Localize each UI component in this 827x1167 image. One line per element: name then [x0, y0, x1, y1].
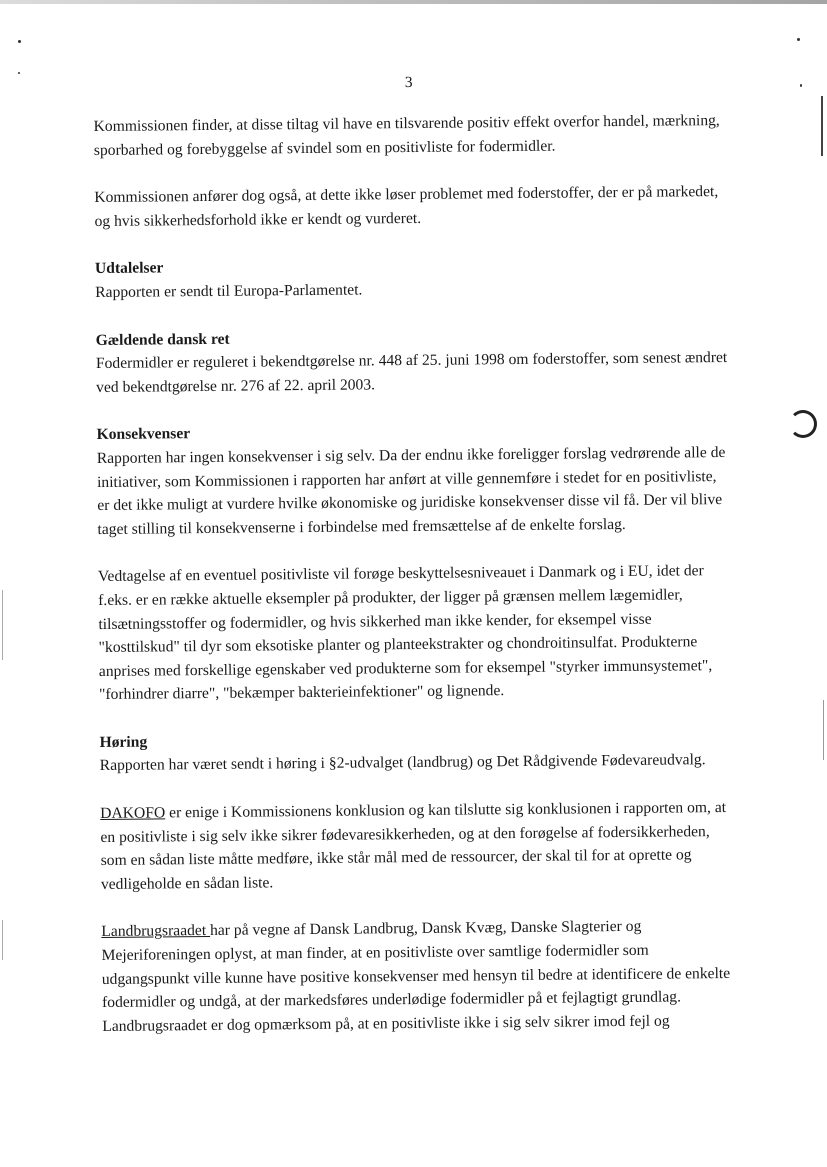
paragraph-dakofo [100, 796, 733, 896]
paragraph: Fodermidler er reguleret i bekendtgørelse nr. 448 af 25. juni 1998 om foderstoffer, som senest ændret ved bekendtgørelse nr. 276 af 22. april 2003. [95, 349, 728, 396]
section-heading-konsekvenser: Konsekvenser [96, 425, 191, 444]
section-heading-dansk-ret: Gældende dansk ret [95, 330, 230, 349]
paragraph: Kommissionen finder, at disse tiltag vil have en tilsvarende positiv effekt overfor handel, mærkning, sporbarhed og forebyggelse af svindel som en positivliste for fodermidler. [93, 112, 720, 159]
paragraph: Rapporten har været sendt i høring i §2-udvalget (landbrug) og Det Rådgivende Fødevareudvalg. [99, 751, 706, 775]
organization-name-dakofo: DAKOFO [100, 804, 166, 823]
paragraph-landbrugsraadet [101, 914, 734, 1038]
organization-name-landbrugsraadet: Landbrugsraadet [101, 922, 211, 941]
page-number: 3 [404, 73, 413, 92]
paragraph-text: er enige i Kommissionens konklusion og kan tilslutte sig konklusionen i rapporten om, at en positivliste i sig selv ikke sikrer fødevaresikkerheden, og at den forøgelse af fodersikkerheden, som en sådan liste måtte medføre, ikke står mål med de ressourcer, der skal til for at oprette og vedligeholde en sådan liste. [100, 799, 727, 893]
paragraph: Rapporten har ingen konsekvenser i sig selv. Da der endnu ikke foreligger forslag vedrørende alle de initiativer, som Kommissionen i rapporten har anført at ville gennemføre i stedet for en positivliste, er det ikke muligt at vurdere hvilke økonomiske og juridiske konsekvenser disse vil få. Der vil blive taget stilling til konsekvenserne i forbindelse med fremsættelse af de enkelte forslag. [96, 443, 726, 538]
paragraph: Rapporten er sendt til Europa-Parlamentet. [95, 281, 363, 302]
paragraph: Vedtagelse af en eventuel positivliste vil forøge beskyttelsesniveauet i Danmark og i EU, idet der f.eks. er en række aktuelle eksempler på produkter, der ligger på grænsen mellem lægemidler, tilsætningsstoffer og fodermidler, og hvis sikkerhed man ikke kender, for eksempel visse "kosttilskud" til dyr som eksotiske planter og planteekstrakter og chondroitinsulfat. Produkterne anprises med forskellige egenskaber ved produkterne som for eksempel "styrker immunsystemet", "forhindrer diarre", "bekæmper bakterieinfektioner" og lignende. [97, 562, 713, 704]
section-heading-udtalelser: Udtalelser [94, 259, 164, 278]
document-body [94, 109, 735, 1062]
paragraph-text: har på vegne af Dansk Landbrug, Dansk Kvæg, Danske Slagterier og Mejeriforeningen oplyst, at man finder, at en positivliste over samtlige fodermidler som udgangspunkt ville kunne have positive konsekvenser med hensyn til bedre at identificere de enkelte fodermidler og undgå, at der markedsføres underlødige fodermidler på et fejlagtigt grundlag. Landbrugsraadet er dog opmærksom på, at en positivliste ikke i sig selv sikrer imod fejl og [101, 918, 731, 1035]
section-heading-horing: Høring [99, 733, 148, 751]
paragraph: Kommissionen anfører dog også, at dette ikke løser problemet med foderstoffer, der er på markedet, og hvis sikkerhedsforhold ikke er kendt og vurderet. [94, 183, 719, 230]
